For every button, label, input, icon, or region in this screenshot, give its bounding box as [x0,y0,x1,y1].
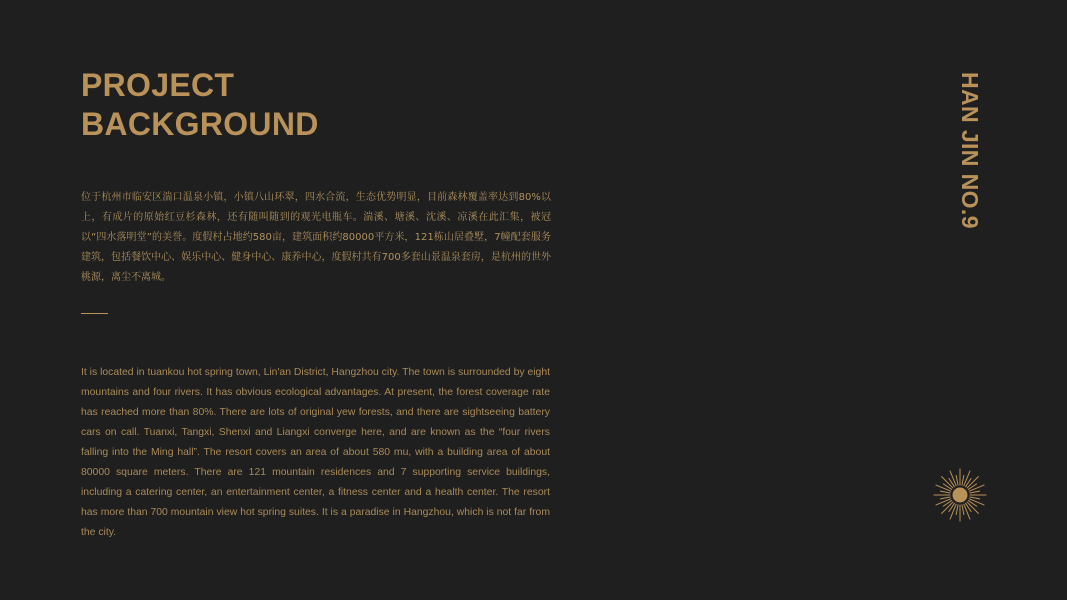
sun-ray [950,504,956,519]
page-title [81,66,319,144]
sun-ray [956,505,958,515]
sun-ray [950,471,956,486]
sun-ray [969,485,984,491]
sun-ray [969,499,984,505]
title-line-2: BACKGROUND [81,106,319,142]
title-line-1: PROJECT [81,67,235,103]
side-label: HAN JIN NO.9 [957,72,983,229]
sun-ray [936,499,951,505]
sun-ray [940,491,950,493]
sun-ray [970,491,980,493]
english-paragraph: It is located in tuankou hot spring town, Lin'an District, Hangzhou city. The town is surrounded by eight mountains and four rivers. It has obvious ecological advantages. At present, the forest coverage rate has reached more than 80%. There are lots of original yew forests, and there are sightseeing battery cars on call. Tuanxi, Tangxi, Shenxi and Liangxi converge here, and are known as the “four rivers falling into the Ming hall”. The resort covers an area of about 580 mu, with a building area of about 80000 square meters. There are 121 mountain residences and 7 supporting service buildings, including a catering center, an entertainment center, a fitness center and a health center. The resort has more than 700 mountain view hot spring suites. It is a paradise in Hangzhou, which is not far from the city. [81,367,550,538]
sun-ray [962,505,964,515]
chinese-paragraph: 位于杭州市临安区湍口温泉小镇，小镇八山环翠，四水合流，生态优势明显，目前森林覆盖率达到80%以上，有成片的原始红豆杉森林，还有随叫随到的观光电瓶车。湍溪、塘溪、沈溪、凉溪在此汇集，被冠以“四水落明堂”的美誉。度假村占地约580亩，建筑面积约80000平方米，121栋山居叠墅，7幢配套服务建筑，包括餐饮中心、娱乐中心、健身中心、康养中心，度假村共有700多套山景温泉套房，是杭州的世外桃源，离尘不离城。 [81,192,551,283]
sun-ray [940,497,950,499]
sun-ray [936,485,951,491]
sun-ray [970,497,980,499]
divider [81,313,108,314]
sun-ray [964,504,970,519]
sun-ray [962,475,964,485]
sun-ray [964,471,970,486]
sun-icon [933,468,987,522]
sun-ray [956,475,958,485]
